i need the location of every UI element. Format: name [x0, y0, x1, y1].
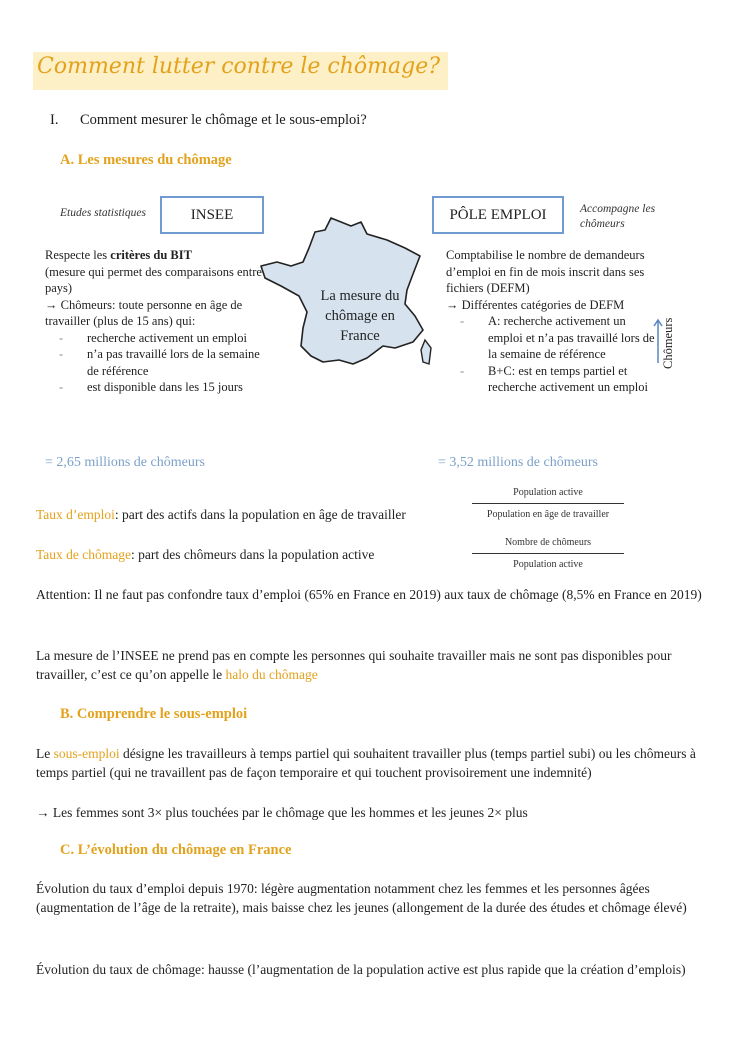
pole-emploi-description	[446, 247, 658, 396]
list-item: - est disponible dans les 15 jours	[45, 379, 273, 396]
list-item: - recherche activement un emploi	[45, 330, 273, 347]
insee-halo-paragraph: La mesure de l’INSEE ne prend pas en compte les personnes qui souhaite travailler mais ne sont pas disponibles pour travailler, c’est ce qu’on appelle le halo du chômage	[36, 648, 672, 682]
taux-chomage-term: Taux de chômage	[36, 547, 132, 562]
femmes-paragraph: → Les femmes sont 3× plus touchées par le chômage que les hommes et les jeunes 2× plus	[36, 805, 528, 820]
insee-note: Etudes statistiques	[60, 207, 146, 219]
chomeurs-side-label-wrapper	[661, 315, 681, 375]
list-item: - B+C: est en temps partiel et recherche activement un emploi	[446, 363, 658, 396]
pole-emploi-note: Accompagne les chômeurs	[580, 203, 656, 230]
chomeurs-side-label: Chômeurs	[661, 317, 675, 369]
evolution-chomage-paragraph: Évolution du taux de chômage: hausse (l’augmentation de la population active est plus rapide que la création d’emplois)	[36, 962, 686, 977]
list-item: - A: recherche activement un emploi et n’a pas travaillé lors de la semaine de référence	[446, 313, 658, 363]
insee-box: INSEE	[160, 196, 264, 234]
pole-emploi-intro: Comptabilise le nombre de demandeurs d’emploi en fin de mois inscrit dans ses fichiers (DEFM)	[446, 248, 645, 295]
insee-description	[45, 247, 273, 396]
insee-result: = 2,65 millions de chômeurs	[45, 455, 205, 470]
defm-categories-list	[446, 313, 658, 396]
subsection-b-heading: B. Comprendre le sous-emploi	[60, 706, 248, 722]
taux-chomage-formula	[472, 537, 624, 570]
list-item: - n’a pas travaillé lors de la semaine de référence	[45, 346, 273, 379]
attention-paragraph: Attention: Il ne faut pas confondre taux d’emploi (65% en France en 2019) aux taux de chômage (8,5% en France en 2019)	[36, 587, 702, 602]
halo-term: halo du chômage	[225, 667, 318, 682]
page-title: Comment lutter contre le chômage?	[33, 52, 448, 90]
section-heading-1	[50, 112, 367, 129]
section-label: Comment mesurer le chômage et le sous-emploi?	[80, 112, 367, 128]
formula-denominator: Population en âge de travailler	[486, 509, 610, 520]
subsection-c-heading: C. L’évolution du chômage en France	[60, 842, 292, 858]
evolution-emploi-paragraph: Évolution du taux d’emploi depuis 1970: légère augmentation notamment chez les femmes et les personnes âgées (augmentation de l’âge de la retraite), mais baisse chez les jeunes (allongement de la durée des études et chômage élevé)	[36, 881, 687, 915]
insee-paren: (mesure qui permet des comparaisons entre pays)	[45, 264, 262, 295]
taux-emploi-formula	[472, 487, 624, 520]
formula-numerator: Nombre de chômeurs	[504, 537, 592, 548]
sous-emploi-term: sous-emploi	[53, 746, 120, 761]
subsection-a-heading: A. Les mesures du chômage	[60, 152, 232, 168]
insee-definition: → Chômeurs: toute personne en âge de travailler (plus de 15 ans) qui:	[45, 297, 243, 328]
formula-denominator: Population active	[513, 559, 583, 570]
map-label: La mesure du chômage en France	[320, 288, 400, 344]
formula-numerator: Population active	[513, 487, 583, 498]
taux-emploi-term: Taux d’emploi	[36, 507, 115, 522]
sous-emploi-paragraph: Le sous-emploi désigne les travailleurs à temps partiel qui souhaitent travailler plus (temps partiel subi) ou les chômeurs à temps partiel (qui ne travaillent pas de façon temporaire et qui touchent provisoirement une indemnité)	[36, 746, 696, 780]
insee-intro: Respecte les critères du BIT	[45, 248, 192, 262]
pole-emploi-box: PÔLE EMPLOI	[432, 196, 564, 234]
pole-emploi-definition: → Différentes catégories de DEFM	[446, 297, 625, 312]
taux-chomage-definition: Taux de chômage: part des chômeurs dans la population active	[36, 547, 375, 562]
section-number: I.	[50, 112, 59, 128]
pole-emploi-result: = 3,52 millions de chômeurs	[438, 455, 598, 470]
taux-emploi-definition: Taux d’emploi: part des actifs dans la population en âge de travailler	[36, 507, 406, 522]
insee-criteria-list	[45, 330, 273, 396]
